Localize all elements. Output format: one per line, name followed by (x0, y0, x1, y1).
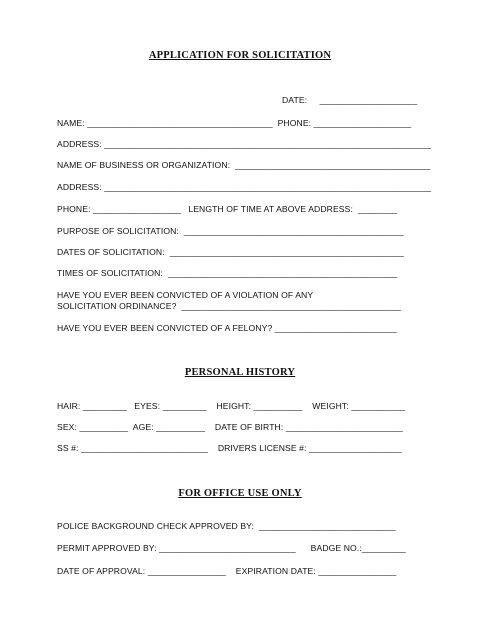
ss-license-fields[interactable]: SS #: __________________________ DRIVERS LICENSE #: ___________________ (57, 443, 402, 453)
date-field[interactable]: DATE: ____________________ (282, 95, 418, 105)
name-phone-fields[interactable]: NAME: ______________________________________ PHONE: ____________________ (57, 118, 412, 128)
times-of-solicitation-field[interactable]: TIMES OF SOLICITATION: _______________________________________________ (57, 268, 398, 278)
violation-question-label: HAVE YOU EVER BEEN CONVICTED OF A VIOLATION OF ANY (57, 290, 314, 300)
violation-question-field[interactable]: SOLICITATION ORDINANCE? _____________________________________________ (57, 301, 401, 311)
police-check-field[interactable]: POLICE BACKGROUND CHECK APPROVED BY: ____________________________ (57, 521, 396, 531)
business-address-field[interactable]: ADDRESS: ___________________________________________________________________ (57, 182, 432, 192)
phone-length-fields[interactable]: PHONE: __________________ LENGTH OF TIME AT ABOVE ADDRESS: ________ (57, 204, 397, 214)
hair-eyes-height-weight-fields[interactable]: HAIR: _________ EYES: _________ HEIGHT: __________ WEIGHT: ___________ (57, 401, 405, 411)
felony-question-field[interactable]: HAVE YOU EVER BEEN CONVICTED OF A FELONY? _________________________ (57, 323, 397, 333)
office-use-heading: FOR OFFICE USE ONLY (178, 488, 302, 499)
permit-badge-fields[interactable]: PERMIT APPROVED BY: ____________________________ BADGE NO.:_________ (57, 543, 406, 553)
personal-history-heading: PERSONAL HISTORY (184, 367, 296, 378)
page-title: APPLICATION FOR SOLICITATION (148, 50, 332, 61)
purpose-field[interactable]: PURPOSE OF SOLICITATION: _____________________________________________ (57, 226, 404, 236)
dates-of-solicitation-field[interactable]: DATES OF SOLICITATION: ________________________________________________ (57, 247, 404, 257)
address-field[interactable]: ADDRESS: ___________________________________________________________________ (57, 139, 432, 149)
business-name-field[interactable]: NAME OF BUSINESS OR ORGANIZATION: ________________________________________ (57, 160, 431, 170)
sex-age-dob-fields[interactable]: SEX: __________ AGE: __________ DATE OF BIRTH: ________________________ (57, 422, 403, 432)
approval-expiration-fields[interactable]: DATE OF APPROVAL: ________________ EXPIRATION DATE: ________________ (57, 566, 397, 576)
